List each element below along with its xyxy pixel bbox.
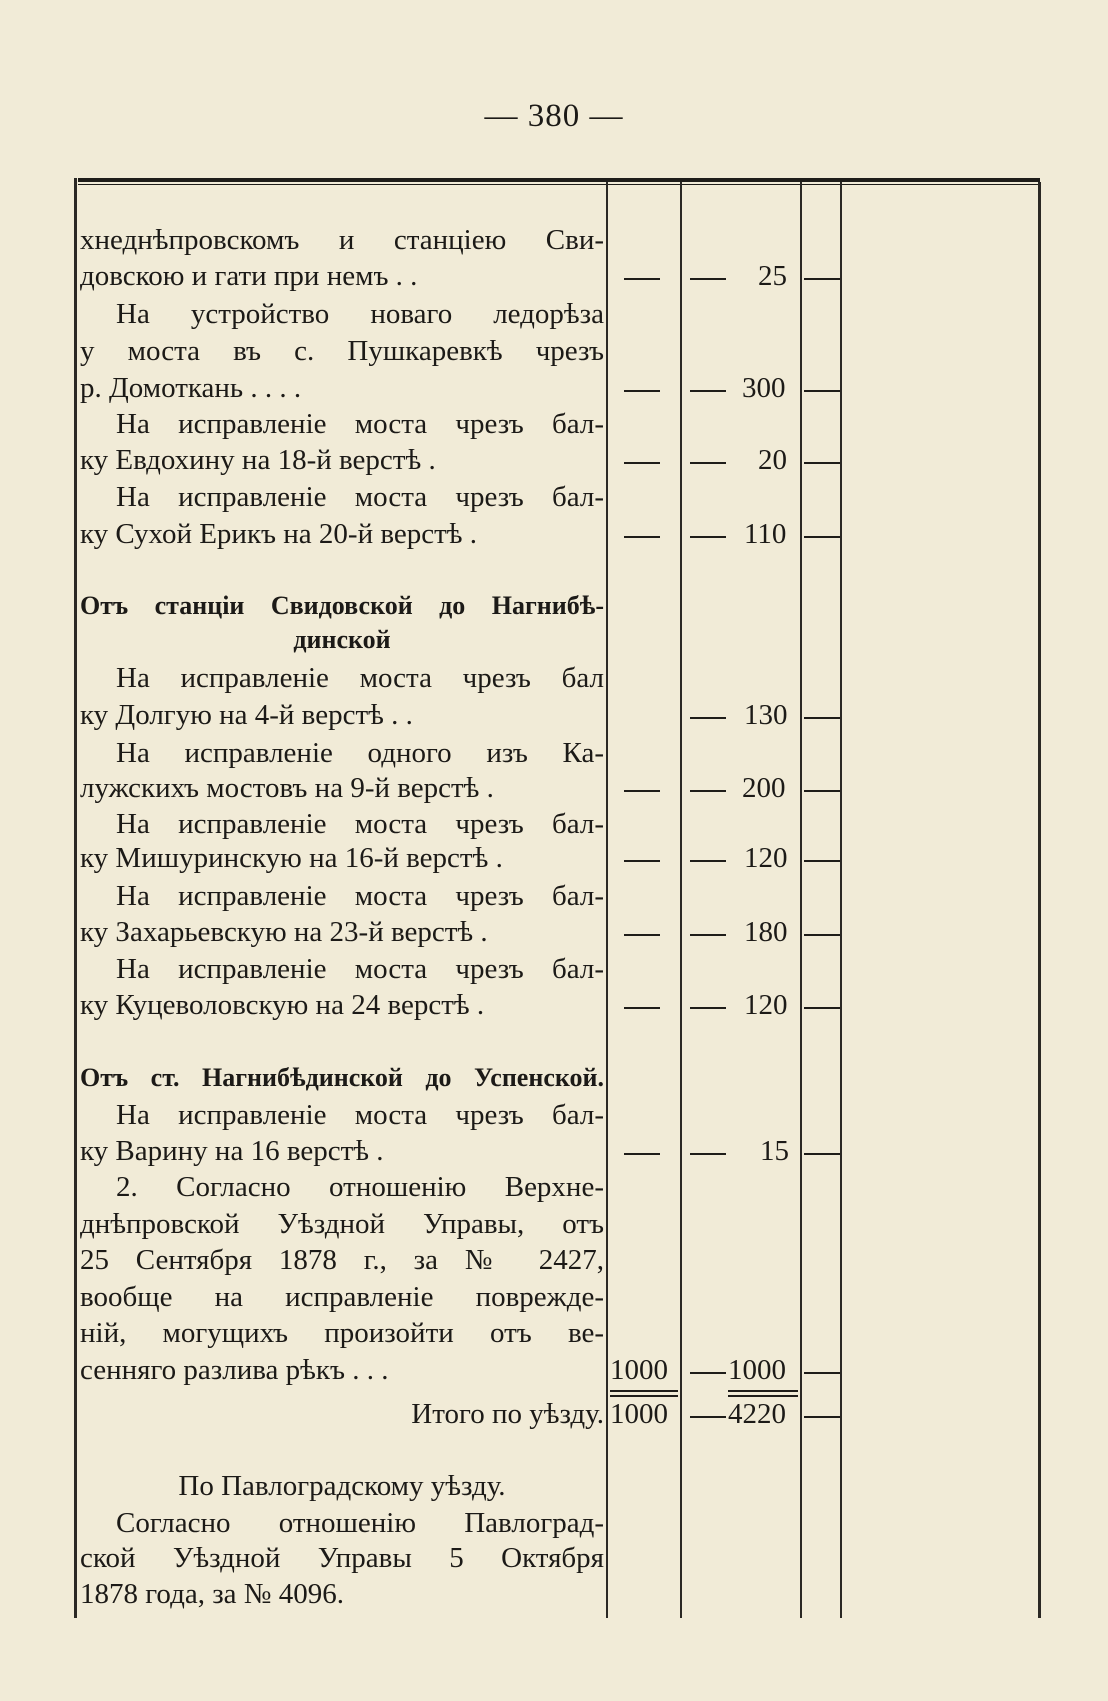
text-line: у моста въ с. Пушкаревкѣ чрезъ <box>80 335 604 367</box>
table-top-rule-thin <box>78 184 1040 185</box>
table-border-right <box>1038 182 1041 1618</box>
amount-value: 200 <box>742 772 786 804</box>
table-border-left <box>74 178 77 1618</box>
dash-mark <box>690 717 726 719</box>
amount-value: 15 <box>760 1135 789 1167</box>
dash-mark <box>624 790 660 792</box>
text-line: ку Захарьевскую на 23-й верстѣ . <box>80 916 488 948</box>
dash-mark <box>690 1372 726 1374</box>
text-line: довскою и гати при немъ . . <box>80 260 418 292</box>
dash-mark <box>624 934 660 936</box>
text-line: На исправленіе моста чрезъ бал- <box>116 953 604 985</box>
dash-mark <box>804 790 840 792</box>
text-line: На устройство новаго ледорѣза <box>116 298 604 330</box>
text-line: ку Мишуринскую на 16-й верстѣ . <box>80 842 503 874</box>
amount-value: 20 <box>758 444 787 476</box>
section-heading: Отъ станціи Свидовской до Нагнибѣ- <box>80 591 604 620</box>
amount-value: 25 <box>758 260 787 292</box>
text-line: р. Домоткань . . . . <box>80 372 302 404</box>
dash-mark <box>804 536 840 538</box>
dash-mark <box>624 860 660 862</box>
text-line: На исправленіе моста чрезъ бал- <box>116 880 604 912</box>
dash-mark <box>804 278 840 280</box>
dash-mark <box>624 390 660 392</box>
amount-value: 110 <box>744 518 787 550</box>
dash-mark <box>690 390 726 392</box>
dash-mark <box>624 462 660 464</box>
dash-mark <box>690 1416 726 1418</box>
text-line: На исправленіе моста чрезъ бал- <box>116 408 604 440</box>
text-line: 1878 года, за № 4096. <box>80 1578 344 1610</box>
amount-value: 300 <box>742 372 786 404</box>
amount-value: 120 <box>744 989 788 1021</box>
sum-rule <box>728 1390 798 1392</box>
column-divider-2 <box>680 182 682 1618</box>
column-divider-1 <box>606 182 608 1618</box>
dash-mark <box>690 934 726 936</box>
amount-value: 1000 <box>728 1354 786 1386</box>
text-line: лужскихъ мостовъ на 9-й верстѣ . <box>80 772 494 804</box>
amount-value: 1000 <box>610 1354 668 1386</box>
text-line: Согласно отношенію Павлоград- <box>116 1507 604 1539</box>
column-divider-3 <box>800 182 802 1618</box>
page-number: — 380 — <box>484 98 624 134</box>
dash-mark <box>690 860 726 862</box>
dash-mark <box>804 390 840 392</box>
text-line: ній, могущихъ произойти отъ ве- <box>80 1317 604 1349</box>
amount-value: 120 <box>744 842 788 874</box>
dash-mark <box>690 278 726 280</box>
text-line: ку Евдохину на 18-й верстѣ . <box>80 444 436 476</box>
dash-mark <box>624 1007 660 1009</box>
text-line: ку Долгую на 4-й верстѣ . . <box>80 699 413 731</box>
text-line: вообще на исправленіе поврежде- <box>80 1281 604 1313</box>
amount-value: 180 <box>744 916 788 948</box>
dash-mark <box>804 1153 840 1155</box>
dash-mark <box>804 1372 840 1374</box>
text-line: На исправленіе моста чрезъ бал- <box>116 481 604 513</box>
column-divider-4 <box>840 182 842 1618</box>
dash-mark <box>804 1007 840 1009</box>
dash-mark <box>804 860 840 862</box>
dash-mark <box>690 1007 726 1009</box>
dash-mark <box>624 536 660 538</box>
text-line: На исправленіе моста чрезъ бал <box>116 662 604 694</box>
dash-mark <box>624 1153 660 1155</box>
text-line: хнеднѣпровскомъ и станціею Сви- <box>80 224 604 256</box>
text-line: На исправленіе моста чрезъ бал- <box>116 808 604 840</box>
dash-mark <box>804 717 840 719</box>
text-line: днѣпровской Уѣздной Управы, отъ <box>80 1208 604 1240</box>
dash-mark <box>804 934 840 936</box>
dash-mark <box>690 536 726 538</box>
dash-mark <box>690 1153 726 1155</box>
dash-mark <box>624 278 660 280</box>
dash-mark <box>690 790 726 792</box>
dash-mark <box>804 462 840 464</box>
dash-mark <box>690 462 726 464</box>
amount-value: 130 <box>744 699 788 731</box>
text-line: ку Варину на 16 верстѣ . <box>80 1135 384 1167</box>
text-line: сенняго разлива рѣкъ . . . <box>80 1354 389 1386</box>
text-line: На исправленіе одного изъ Ка- <box>116 737 604 769</box>
text-line: ку Куцеволовскую на 24 верстѣ . <box>80 989 485 1021</box>
sum-rule <box>610 1390 678 1392</box>
text-line: На исправленіе моста чрезъ бал- <box>116 1099 604 1131</box>
section-heading: По Павлоградскому уѣзду. <box>178 1470 506 1502</box>
section-heading: Отъ ст. Нагнибѣдинской до Успенской. <box>80 1063 604 1092</box>
text-line: ской Уѣздной Управы 5 Октября <box>80 1542 604 1574</box>
total-label: Итого по уѣзду. <box>411 1398 604 1430</box>
text-line: 2. Согласно отношенію Верхне- <box>116 1171 604 1203</box>
text-line: 25 Сентября 1878 г., за № 2427, <box>80 1244 604 1276</box>
text-line: ку Сухой Ерикъ на 20-й верстѣ . <box>80 518 478 550</box>
total-amount: 1000 <box>610 1398 668 1430</box>
dash-mark <box>804 1416 840 1418</box>
total-amount: 4220 <box>728 1398 786 1430</box>
section-heading: динской <box>293 625 391 654</box>
table-top-rule <box>78 178 1040 182</box>
